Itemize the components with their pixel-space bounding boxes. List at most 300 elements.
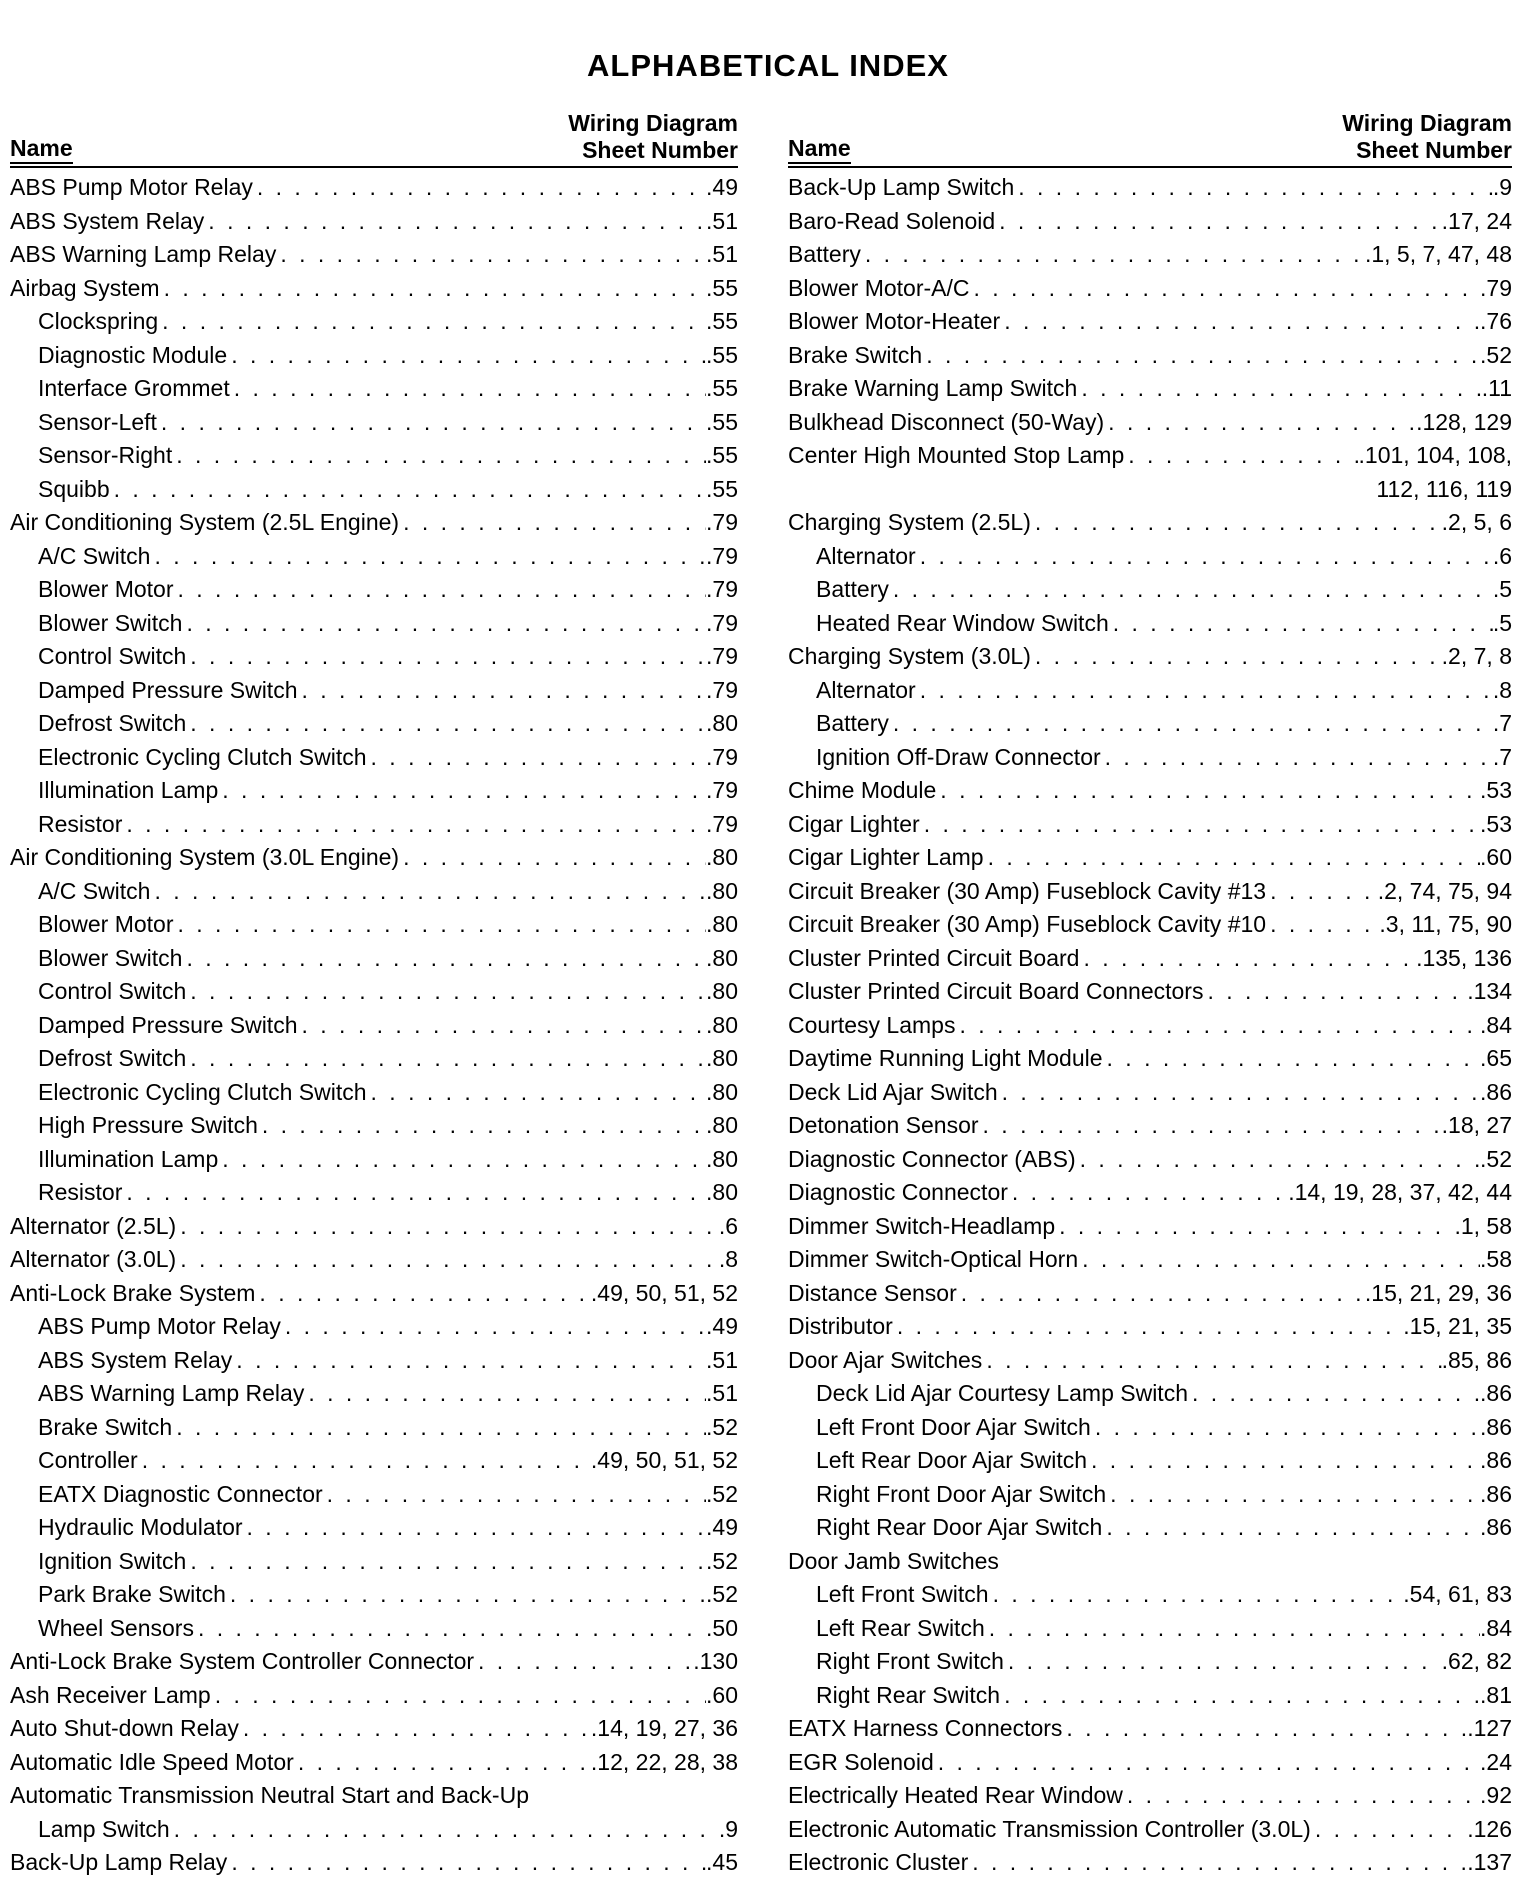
dot-leader [172,439,706,473]
entry-sheet-number: .55 [706,475,738,502]
entry-name: Distributor [788,1313,893,1339]
index-entry [788,1042,1512,1076]
entry-name: Ash Receiver Lamp [10,1681,211,1708]
index-entry [788,1612,1512,1646]
sheet-label-line1: Wiring Diagram [1342,110,1512,136]
index-entry [10,674,738,708]
dot-leader [916,674,1493,708]
entry-name: Diagnostic Connector [788,1179,1008,1205]
entry-sheet-number: .7 [1492,743,1512,770]
dot-leader [182,942,706,976]
dot-leader [276,238,706,272]
entry-name: Airbag System [10,274,160,301]
dot-leader [186,707,706,741]
index-entry [788,272,1512,306]
entry-sheet-number: .6 [1492,542,1512,569]
entry-name: Illumination Lamp [38,777,219,803]
index-entry [10,640,738,674]
dot-leader [1103,1042,1481,1076]
entry-name: Heated Rear Window Switch [816,609,1109,636]
dot-leader [1266,875,1378,909]
entry-sheet-number: .80 [706,844,738,870]
index-entry [10,1042,738,1076]
index-entry [10,1143,738,1177]
dot-leader [936,774,1480,808]
index-entry [10,1813,738,1847]
entry-sheet-number: .14, 19, 27, 36 [590,1715,738,1741]
entry-sheet-number: .80 [706,944,738,971]
entry-sheet-number: .130 [693,1648,738,1674]
entry-name: Control Switch [38,643,187,669]
entry-sheet-number: .49 [706,1514,738,1540]
right-column [788,108,1512,1880]
entry-name: Left Rear Door Ajar Switch [816,1447,1088,1473]
entry-sheet-number: .92 [1480,1782,1512,1808]
entry-sheet-number: .79 [706,643,738,669]
entry-sheet-number: .80 [706,1011,738,1038]
dot-leader [474,1645,693,1679]
entry-name: Control Switch [38,978,187,1004]
dot-leader [1101,741,1493,775]
dot-leader [218,1143,706,1177]
dot-leader [1104,406,1416,440]
entry-sheet-number: .55 [706,341,738,368]
index-entry [788,1277,1512,1311]
index-entry [788,339,1512,373]
entry-name: Cigar Lighter [788,810,920,837]
dot-leader [176,1210,719,1244]
dot-leader [1109,607,1493,641]
dot-leader [157,406,706,440]
index-entry [788,1076,1512,1110]
dot-leader [1188,1377,1480,1411]
index-entry [788,1143,1512,1177]
dot-leader [1203,975,1467,1009]
entry-sheet-number: .1, 5, 7, 47, 48 [1364,241,1512,267]
entry-name: Electronic Cluster [788,1849,969,1875]
index-list-right [788,171,1512,1880]
entry-name: Electronic Cycling Clutch Switch [38,1078,367,1105]
dot-leader [1078,1243,1480,1277]
index-entry [10,473,738,507]
entry-name: Distance Sensor [788,1279,957,1306]
entry-sheet-number: .17, 24 [1441,207,1512,234]
sheet-column-label [1342,110,1512,164]
index-entry [10,1746,738,1780]
entry-sheet-number: .60 [706,1681,738,1708]
dot-leader [176,1243,719,1277]
index-entry [10,1377,738,1411]
index-entry [788,808,1512,842]
dot-leader [1091,1411,1480,1445]
dot-leader [1031,640,1442,674]
index-entry [10,1545,738,1579]
dot-leader [922,339,1480,373]
index-entry [10,1109,738,1143]
entry-name: Right Rear Door Ajar Switch [816,1514,1103,1540]
dot-leader [204,205,706,239]
entry-name: Chime Module [788,777,937,803]
entry-sheet-number: .126 [1467,1815,1512,1842]
entry-sheet-number: .49, 50, 51, 52 [590,1279,738,1306]
entry-sheet-number: .135, 136 [1416,944,1512,971]
entry-sheet-number: .55 [706,442,738,468]
entry-sheet-number: .86 [1480,1480,1512,1507]
entry-name: Brake Warning Lamp Switch [788,375,1078,401]
index-entry [788,1176,1512,1210]
index-entry [10,1645,738,1679]
dot-leader [186,975,706,1009]
entry-name: Right Front Switch [816,1648,1004,1674]
entry-name: Cluster Printed Circuit Board [788,944,1080,971]
entry-name: ABS Warning Lamp Relay [10,241,277,267]
entry-sheet-number: .52 [706,1413,738,1440]
index-entry [788,1377,1512,1411]
entry-sheet-number: .79 [706,676,738,703]
entry-sheet-number: .84 [1480,1011,1512,1038]
index-entry [10,205,738,239]
entry-sheet-number: .60 [1480,844,1512,870]
entry-sheet-number: .80 [706,1045,738,1071]
index-entry [788,741,1512,775]
left-column [10,108,738,1880]
entry-name: Detonation Sensor [788,1112,979,1138]
index-entry [788,1746,1512,1780]
entry-name: Charging System (2.5L) [788,509,1031,535]
dot-leader [985,1612,1480,1646]
entry-sheet-number: .80 [706,710,738,736]
dot-leader [150,540,706,574]
entry-sheet-number: .58 [1480,1246,1512,1272]
entry-sheet-number: .15, 21, 35 [1403,1313,1512,1339]
dot-leader [255,1277,591,1311]
entry-name: Circuit Breaker (30 Amp) Fuseblock Cavity #13 [788,877,1267,904]
index-entry [788,1444,1512,1478]
sheet-label-line2: Sheet Number [1356,137,1512,163]
entry-sheet-number: .52 [1480,341,1512,368]
entry-name: Alternator (3.0L) [10,1246,177,1272]
entry-sheet-number: .79 [706,743,738,770]
index-entry [788,540,1512,574]
index-entry [10,774,738,808]
dot-leader [172,1411,706,1445]
entry-sheet-number: .9 [718,1815,738,1842]
entry-sheet-number: .80 [706,1112,738,1138]
entry-name: Right Front Door Ajar Switch [816,1480,1107,1507]
entry-name: Alternator [816,542,916,569]
entry-name: Air Conditioning System (3.0L Engine) [10,844,400,870]
entry-name: Sensor-Right [38,442,173,468]
entry-name: Automatic Transmission Neutral Start and Back-Up [10,1782,529,1808]
entry-name: Right Rear Switch [816,1681,1001,1708]
entry-name: Illumination Lamp [38,1145,219,1172]
index-entry [788,506,1512,540]
entry-sheet-number: .52 [706,1581,738,1607]
dot-leader [173,573,706,607]
index-entry [10,506,738,540]
entry-name: Left Front Door Ajar Switch [816,1413,1091,1440]
dot-leader [110,473,706,507]
index-entry [10,1578,738,1612]
index-entry [10,841,738,875]
dot-leader [1076,1143,1480,1177]
dot-leader [399,506,706,540]
entry-name: Daytime Running Light Module [788,1045,1103,1071]
index-entry [10,875,738,909]
index-entry [10,1478,738,1512]
entry-sheet-number: .2, 7, 8 [1441,643,1512,669]
entry-name: Electronic Cycling Clutch Switch [38,743,367,770]
index-entry [10,1511,738,1545]
index-entry [788,1210,1512,1244]
index-entry [788,1578,1512,1612]
index-entry [10,1009,738,1043]
index-entry [10,540,738,574]
entry-name: Interface Grommet [38,375,230,401]
dot-leader [230,372,706,406]
index-entry [788,1243,1512,1277]
entry-sheet-number: .55 [706,274,738,301]
entry-name: Damped Pressure Switch [38,676,298,703]
index-entry [788,473,1512,507]
entry-sheet-number: .86 [1480,1078,1512,1105]
sheet-label-line1: Wiring Diagram [568,110,738,136]
dot-leader [1014,171,1493,205]
name-column-label: Name [788,135,851,164]
entry-name: Bulkhead Disconnect (50-Way) [788,408,1105,435]
index-entry [10,1076,738,1110]
entry-name: Back-Up Lamp Relay [10,1849,228,1875]
dot-leader [367,741,707,775]
dot-leader [232,1344,706,1378]
entry-sheet-number: .79 [706,609,738,636]
index-entry [10,741,738,775]
index-entry [788,841,1512,875]
dot-leader [182,607,706,641]
dot-leader [170,1813,719,1847]
entry-name: Diagnostic Module [38,341,228,368]
index-entry [788,1310,1512,1344]
dot-leader [998,1076,1480,1110]
index-entry [788,1009,1512,1043]
entry-sheet-number: .55 [706,408,738,435]
entry-name: Air Conditioning System (2.5L Engine) [10,509,400,535]
index-list-left [10,171,738,1880]
entry-sheet-number: .128, 129 [1416,408,1512,435]
entry-name: Deck Lid Ajar Courtesy Lamp Switch [816,1380,1188,1406]
entry-name: Anti-Lock Brake System [10,1279,256,1306]
entry-name: Battery [788,241,861,267]
entry-sheet-number: .6 [718,1212,738,1239]
index-entry [10,1612,738,1646]
index-entry [10,406,738,440]
entry-name: ABS Warning Lamp Relay [38,1380,305,1406]
entry-name: Battery [816,710,889,736]
entry-name: Resistor [38,1179,123,1205]
entry-sheet-number: .62, 82 [1441,1648,1512,1674]
entry-sheet-number: .15, 21, 29, 36 [1364,1279,1512,1306]
entry-sheet-number: .45 [706,1849,738,1875]
dot-leader [920,808,1480,842]
entry-sheet-number: .65 [1480,1045,1512,1071]
entry-sheet-number: .54, 61, 83 [1403,1581,1512,1607]
entry-sheet-number: .52 [706,1480,738,1507]
entry-name: Cigar Lighter Lamp [788,844,984,870]
dot-leader [982,1344,1441,1378]
dot-leader [160,272,706,306]
entry-sheet-number: .76 [1480,308,1512,334]
index-entry [788,607,1512,641]
entry-sheet-number: .80 [706,1078,738,1105]
dot-leader [253,171,706,205]
dot-leader [138,1444,591,1478]
dot-leader [158,305,706,339]
index-entry [10,1176,738,1210]
index-entry [10,1846,738,1880]
entry-sheet-number: .127 [1467,1715,1512,1741]
entry-sheet-number: .53 [1480,777,1512,803]
dot-leader [979,1109,1442,1143]
entry-sheet-number: .86 [1480,1514,1512,1540]
dot-leader [226,1578,706,1612]
index-entry [788,1109,1512,1143]
dot-leader [1031,506,1442,540]
entry-sheet-number: .51 [706,1346,738,1373]
entry-name: Auto Shut-down Relay [10,1715,239,1741]
entry-name: Diagnostic Connector (ABS) [788,1145,1076,1172]
dot-leader [1008,1176,1288,1210]
index-entry [788,975,1512,1009]
entry-name: Hydraulic Modulator [38,1514,243,1540]
entry-name: Defrost Switch [38,1045,187,1071]
entry-name: Deck Lid Ajar Switch [788,1078,998,1105]
entry-name: ABS System Relay [10,207,205,234]
entry-name: Circuit Breaker (30 Amp) Fuseblock Cavity #10 [788,911,1267,937]
entry-name: Left Front Switch [816,1581,989,1607]
dot-leader [194,1612,706,1646]
dot-leader [934,1746,1480,1780]
dot-leader [1079,942,1416,976]
index-entry [10,707,738,741]
entry-name: Squibb [38,475,110,502]
entry-name: Charging System (3.0L) [788,643,1031,669]
entry-name: ABS Pump Motor Relay [10,174,253,200]
entry-name: Alternator (2.5L) [10,1212,177,1239]
entry-name: Wheel Sensors [38,1614,194,1641]
entry-sheet-number: .85, 86 [1441,1346,1512,1373]
entry-sheet-number: .79 [706,509,738,535]
dot-leader [989,1578,1404,1612]
entry-name: Courtesy Lamps [788,1011,956,1038]
entry-name: Clockspring [38,308,159,334]
entry-name: Brake Switch [788,341,923,368]
entry-sheet-number: .84 [1480,1614,1512,1641]
index-entry [10,908,738,942]
index-entry [10,1310,738,1344]
index-entry [788,305,1512,339]
index-entry [10,305,738,339]
dot-leader [186,640,706,674]
entry-sheet-number: .79 [1480,274,1512,301]
index-entry [788,640,1512,674]
entry-name: Blower Motor [38,911,174,937]
dot-leader [294,1746,591,1780]
entry-sheet-number: .86 [1480,1447,1512,1473]
entry-name: Battery [816,576,889,602]
dot-leader [957,1277,1365,1311]
index-entry [10,171,738,205]
dot-leader [1087,1444,1480,1478]
index-entry [788,1478,1512,1512]
entry-sheet-number: .9 [1492,174,1512,200]
dot-leader [889,573,1493,607]
index-entry [10,238,738,272]
dot-leader [227,339,706,373]
entry-sheet-number: .5 [1492,576,1512,602]
index-entry [10,1210,738,1244]
entry-name: Anti-Lock Brake System Controller Connector [10,1648,475,1674]
index-entry [788,908,1512,942]
entry-sheet-number: .18, 27 [1441,1112,1512,1138]
entry-sheet-number: .2, 74, 75, 94 [1377,877,1512,904]
index-entry [788,372,1512,406]
entry-sheet-number: .49 [706,1313,738,1339]
dot-leader [1102,1511,1480,1545]
entry-name: Door Ajar Switches [788,1346,983,1373]
index-entry [788,1545,1512,1579]
dot-leader [1124,439,1358,473]
entry-sheet-number: 112, 116, 119 [1376,475,1512,502]
entry-sheet-number: .79 [706,810,738,837]
entry-name: Ignition Off-Draw Connector [816,743,1101,770]
index-entry [788,707,1512,741]
entry-sheet-number: .1, 58 [1454,1212,1512,1239]
entry-sheet-number: .7 [1492,710,1512,736]
entry-sheet-number: .79 [706,542,738,569]
entry-name: Dimmer Switch-Optical Horn [788,1246,1079,1272]
entry-name: Center High Mounted Stop Lamp [788,442,1125,468]
dot-leader [298,674,707,708]
dot-leader [1266,908,1379,942]
entry-sheet-number: .49, 50, 51, 52 [590,1447,738,1473]
dot-leader [1123,1779,1480,1813]
dot-leader [186,1042,706,1076]
entry-name: Baro-Read Solenoid [788,207,996,234]
entry-name: Defrost Switch [38,710,187,736]
entry-name: Blower Switch [38,609,183,636]
entry-name: ABS Pump Motor Relay [38,1313,281,1339]
page-title: ALPHABETICAL INDEX [587,48,949,83]
entry-sheet-number: .80 [706,877,738,904]
entry-name: Left Rear Switch [816,1614,985,1641]
name-column-label: Name [10,135,73,164]
dot-leader [211,1679,706,1713]
index-entry [788,942,1512,976]
entry-sheet-number: .79 [706,576,738,602]
entry-name: Controller [38,1447,138,1473]
index-entry [788,406,1512,440]
entry-sheet-number: .55 [706,308,738,334]
index-entry [10,1679,738,1713]
entry-name: Blower Switch [38,944,183,971]
entry-sheet-number: .8 [1492,676,1512,703]
index-entry [10,1712,738,1746]
dot-leader [889,707,1493,741]
index-entry [788,1712,1512,1746]
entry-name: Brake Switch [38,1413,173,1440]
entry-name: Damped Pressure Switch [38,1011,298,1038]
entry-name: Blower Motor-A/C [788,274,970,301]
